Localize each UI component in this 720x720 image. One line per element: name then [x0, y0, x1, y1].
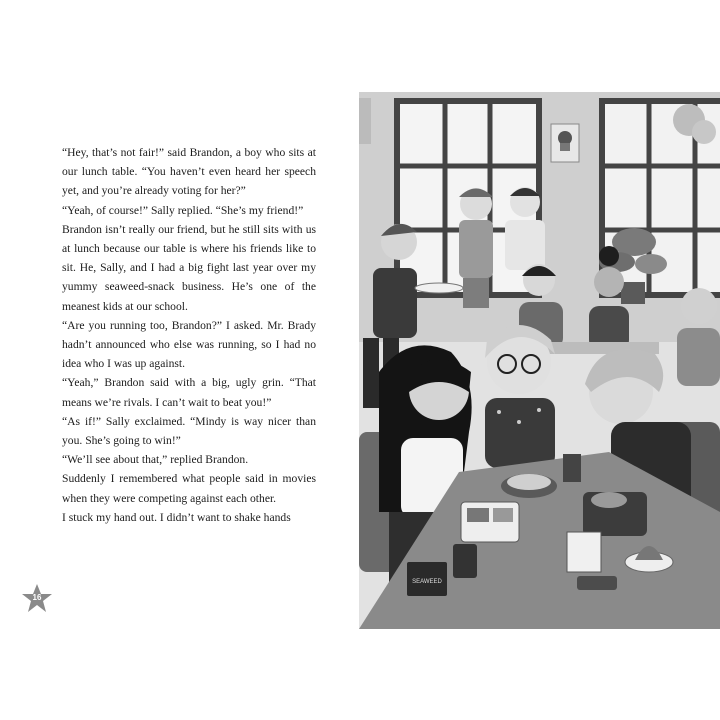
- paragraph: “Yeah,” Brandon said with a big, ugly grin. “That means we’re rivals. I can’t wait to beat you!”: [62, 376, 316, 409]
- paragraph: “Are you running too, Brandon?” I asked. Mr. Brady hadn’t announced who else was running, so I had no idea who I was up against.: [62, 318, 316, 371]
- paragraph: Suddenly I remembered what people said in movies when they were competing against each other.: [62, 472, 316, 505]
- paragraph: “As if!” Sally exclaimed. “Mindy is way nicer than you. She’s going to win!”: [62, 414, 316, 448]
- paragraph: “Yeah, of course!” Sally replied. “She’s my friend!”: [62, 203, 304, 217]
- cafeteria-illustration: [359, 92, 720, 629]
- page-number-badge: [21, 583, 53, 615]
- paragraph: “We’ll see about that,” replied Brandon.: [62, 453, 249, 467]
- snack-bag-label: SEAWEED: [412, 579, 442, 585]
- paragraph: Brandon isn’t really our friend, but he still sits with us at lunch because our table is where his friends like to sit. He, Sally, and I had a big fight last year over my yummy seaweed-snack business. He’s one of the meanest kids at our school.: [62, 222, 316, 313]
- paragraph: I stuck my hand out. I didn’t want to shake hands: [62, 510, 291, 524]
- page-text: [62, 143, 316, 527]
- page-number: 16: [32, 593, 42, 602]
- paragraph: “Hey, that’s not fair!” said Brandon, a boy who sits at our lunch table. “You haven’t even heard her speech yet, and you’re already voting for her?”: [62, 146, 316, 198]
